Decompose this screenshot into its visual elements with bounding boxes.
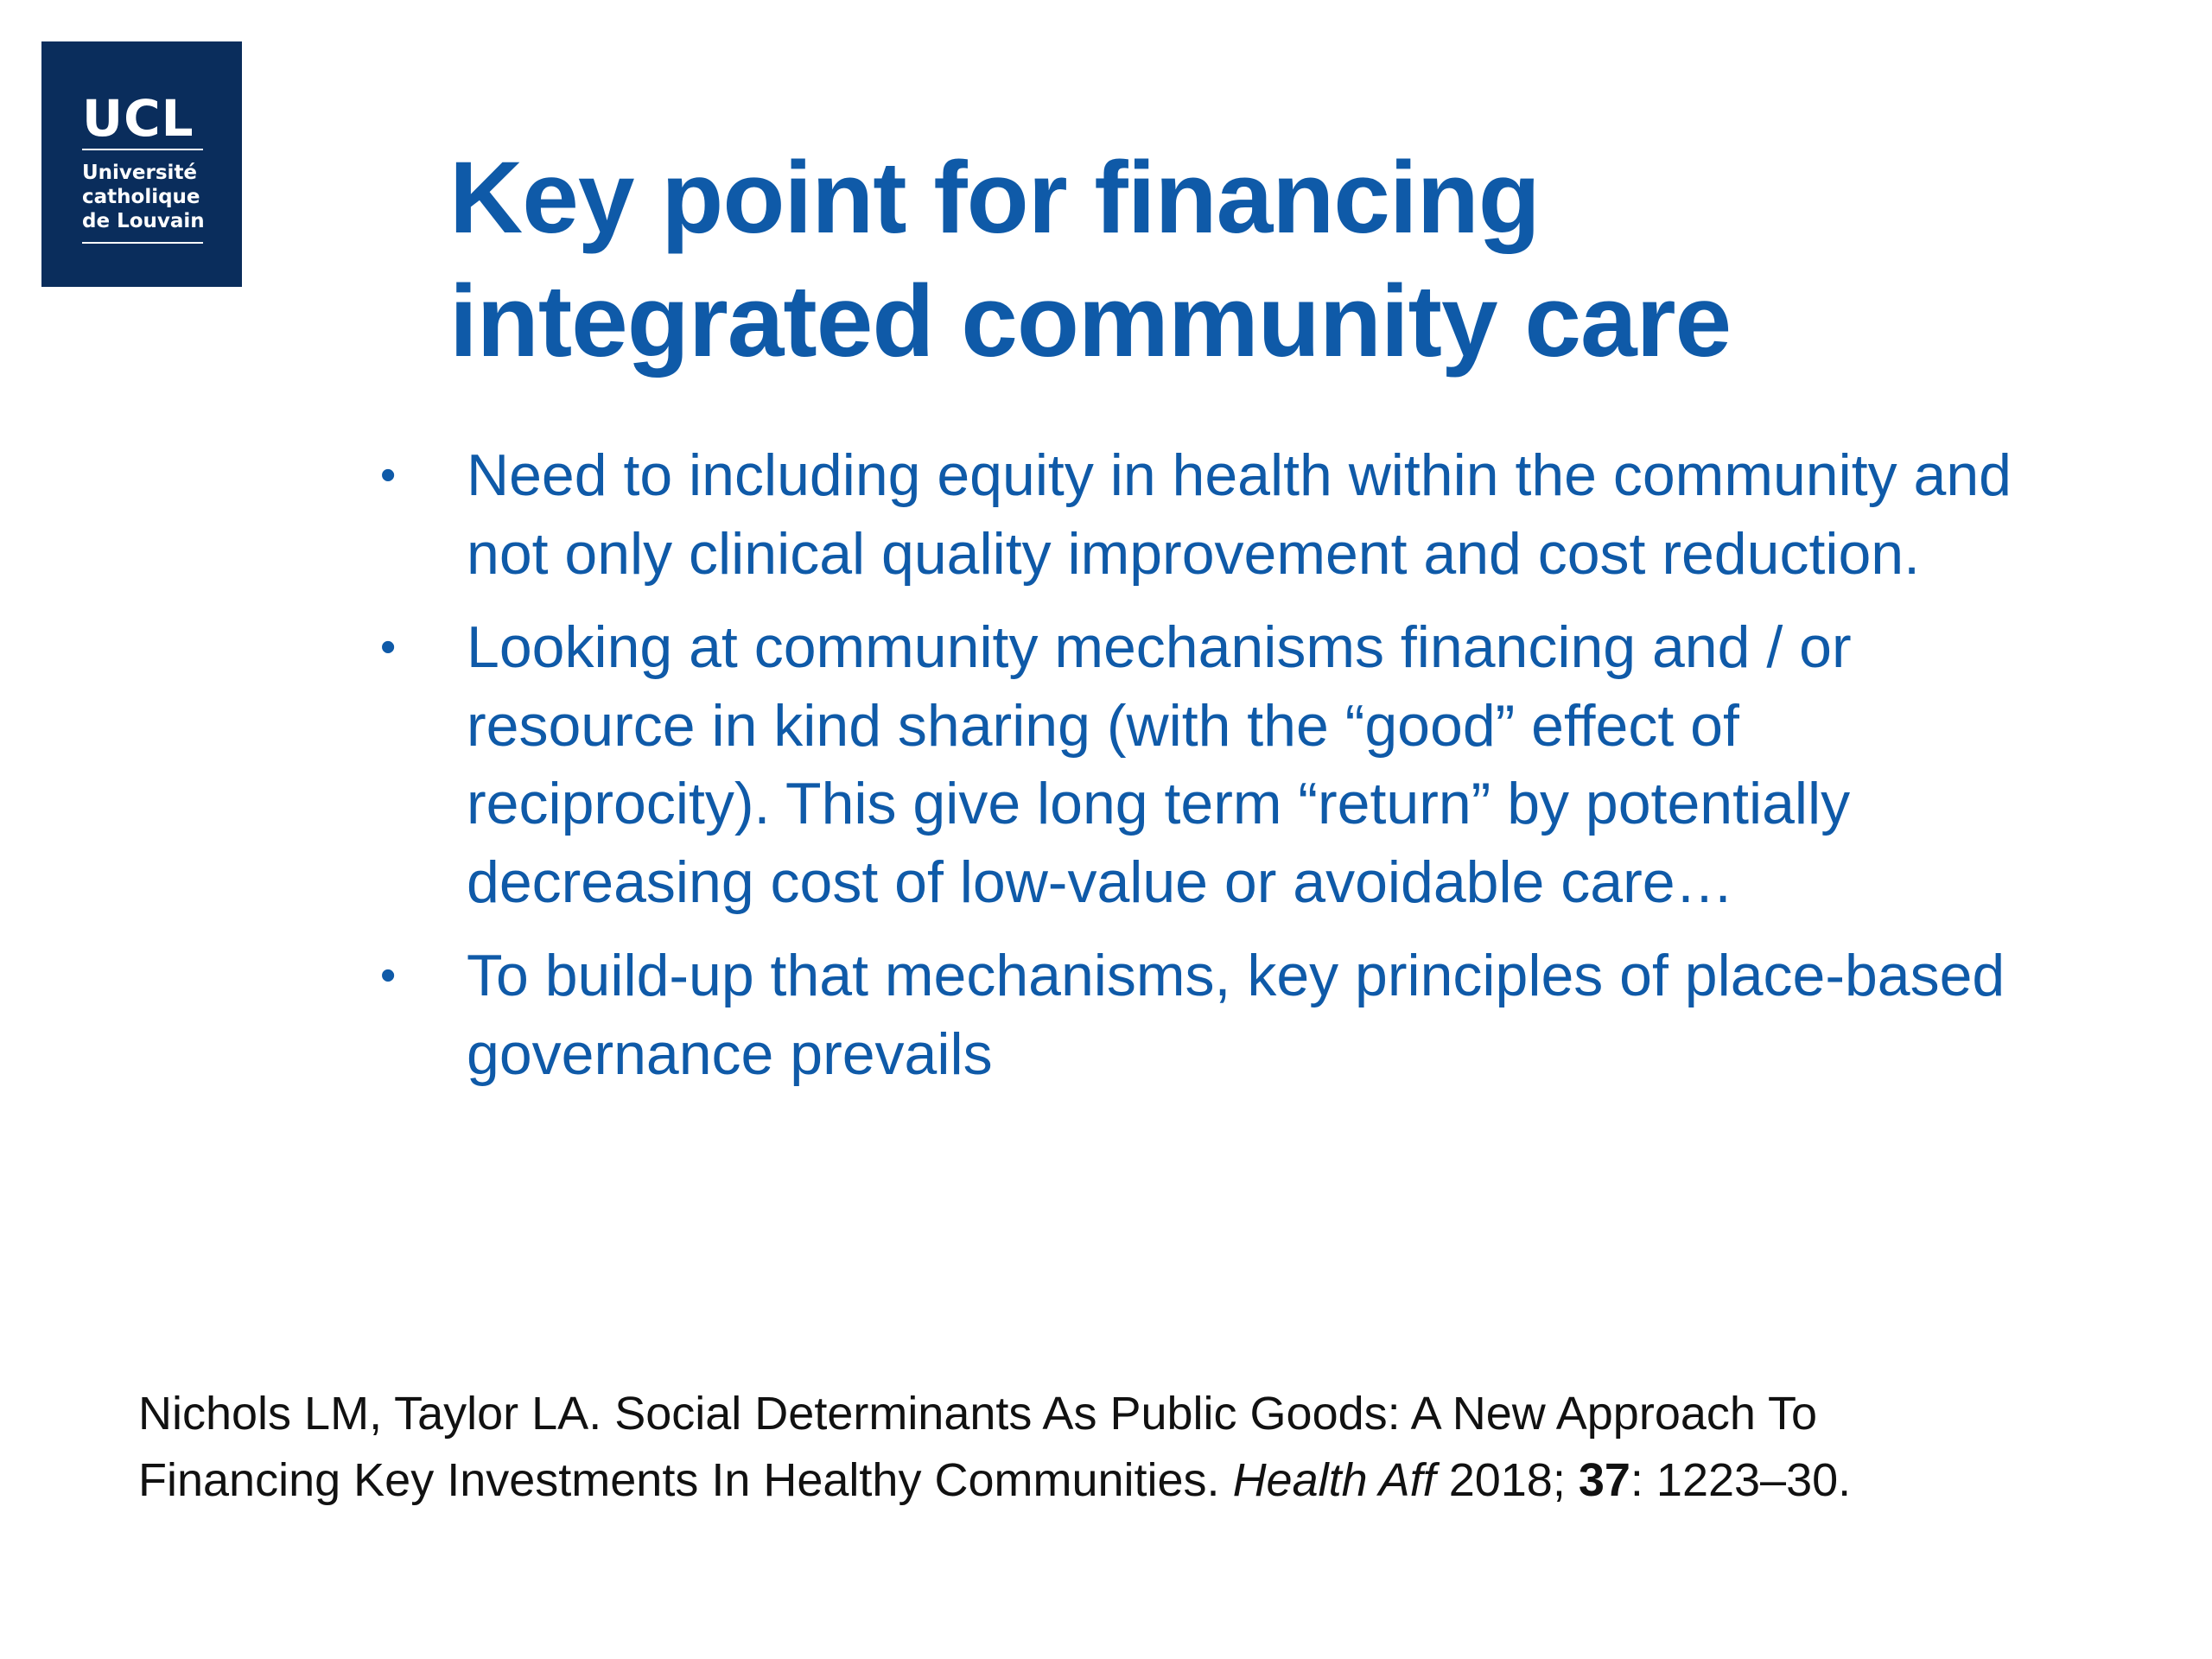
ucl-logo [41,41,242,287]
slide-title-line-2: integrated community care [449,264,1732,378]
bullet-text: Looking at community mechanisms financing and / or resource in kind sharing (with the “good” effect of reciprocity). This give long term “return” by potentially decreasing cost of low-value or avoidable care… [467,614,1852,915]
slide-title-line-1: Key point for financing [449,141,1540,255]
logo-university-name: Université catholique de Louvain [82,162,205,232]
bullet-marker: • [380,622,397,672]
bullet-marker: • [380,450,397,500]
citation-year: 2018; [1435,1454,1579,1506]
bullet-item [380,608,2022,921]
citation-title-end: Financing Key Investments In Healthy Communities. [138,1454,1233,1506]
logo-divider-bottom [82,242,203,244]
slide-title [449,137,2091,384]
bullet-text: To build-up that mechanisms, key principles of place-based governance prevails [467,943,2005,1087]
citation-journal: Health Aff [1232,1454,1436,1506]
bullet-text: Need to including equity in health within the community and not only clinical quality improvement and cost reduction. [467,442,2012,587]
citation-pages: : 1223–30. [1630,1454,1852,1506]
citation-volume: 37 [1578,1454,1630,1506]
logo-abbreviation: UCL [82,89,194,148]
bullet-item [380,937,2022,1093]
citation-line-1: Nichols LM, Taylor LA. Social Determinants As Public Goods: A New Approach To [138,1388,1817,1440]
citation-line-2 [138,1447,2126,1514]
reference-citation [138,1381,2126,1514]
logo-divider-top [82,149,203,150]
bullet-item [380,436,2022,593]
bullet-list [380,436,2022,1109]
bullet-marker: • [380,950,397,1001]
